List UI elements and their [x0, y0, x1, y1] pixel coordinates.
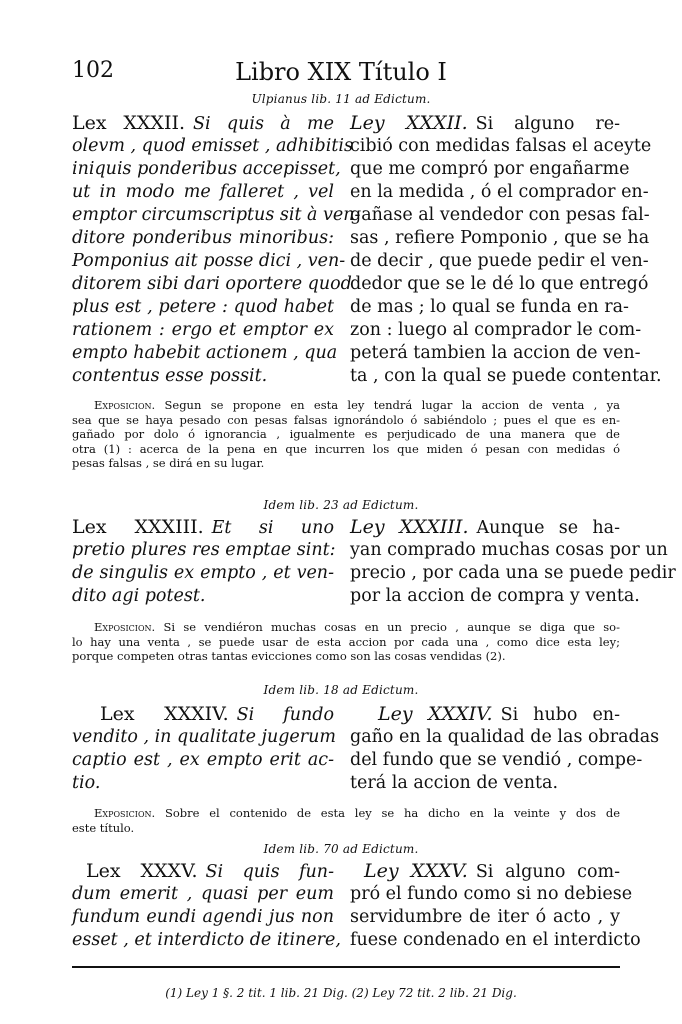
- exposicion-line: Si se vendiéron muchas cosas en un precio , aunque se diga que so-: [163, 620, 620, 634]
- spanish-column: [350, 703, 660, 795]
- latin-line: Si quis fun-: [205, 862, 334, 882]
- page-number: 102: [72, 58, 114, 83]
- spanish-line: ta , con la qual se puede contentar.: [350, 366, 662, 386]
- law-row: [72, 703, 660, 795]
- spanish-line: zon : luego al comprador le com-: [350, 320, 642, 340]
- spanish-law-heading: Ley XXXV.: [364, 860, 468, 882]
- exposicion-line: otra (1) : acerca de la pena en que incurren los que miden ó pesan con medidas ó: [72, 441, 620, 456]
- spanish-line: Si alguno re-: [475, 114, 620, 134]
- source-citation: Idem lib. 18 ad Edictum.: [263, 683, 419, 697]
- exposicion-line: este título.: [72, 820, 135, 835]
- latin-column: [72, 112, 361, 388]
- latin-line: Si fundo: [236, 705, 335, 725]
- latin-line: captio est , ex empto erit ac-: [72, 750, 334, 770]
- spanish-line: precio , por cada una se puede pedir: [350, 563, 676, 583]
- law-row: [72, 516, 676, 608]
- footnote-rule: [72, 966, 620, 968]
- latin-column: [72, 860, 341, 952]
- latin-line: ut in modo me falleret , vel: [72, 182, 334, 202]
- spanish-line: dedor que se le dé lo que entregó: [350, 274, 649, 294]
- exposicion-line: Sobre el contenido de esta ley se ha dicho en la veinte y dos de: [164, 806, 621, 820]
- latin-line: ditore ponderibus minoribus:: [72, 228, 334, 248]
- exposicion-commentary: [72, 806, 620, 835]
- latin-line: pretio plures res emptae sint:: [72, 540, 336, 560]
- exposicion-label: Exposicion.: [94, 806, 156, 820]
- latin-line: de singulis ex empto , et ven-: [72, 563, 334, 583]
- exposicion-line: porque competen otras tantas evicciones como son las cosas vendidas (2).: [72, 649, 506, 663]
- latin-line: iniquis ponderibus accepisset,: [72, 159, 341, 179]
- spanish-column: [350, 516, 676, 608]
- latin-line: emptor circumscriptus sit à ven-: [72, 205, 361, 225]
- latin-law-heading: Lex XXXII.: [72, 112, 186, 134]
- source-citation: Idem lib. 70 ad Edictum.: [263, 842, 419, 856]
- latin-line: contentus esse possit.: [72, 366, 268, 386]
- spanish-line: servidumbre de iter ó acto , y: [350, 907, 620, 927]
- latin-line: dum emerit , quasi per eum: [72, 884, 334, 904]
- source-citation: Idem lib. 23 ad Edictum.: [263, 498, 419, 512]
- latin-line: vendito , in qualitate jugerum: [72, 727, 337, 747]
- latin-line: tio.: [72, 773, 101, 793]
- latin-law-heading: Lex XXXIII.: [72, 516, 204, 538]
- spanish-line: Si hubo en-: [500, 705, 620, 725]
- latin-column: [72, 703, 337, 795]
- spanish-line: de mas ; lo qual se funda en ra-: [350, 297, 629, 317]
- exposicion-line: gañado por dolo ó ignorancia , igualmente es perjudicado de una manera que de: [72, 427, 620, 441]
- latin-line: plus est , petere : quod habet: [72, 297, 334, 317]
- latin-line: olevm , quod emisset , adhibitis: [72, 136, 353, 156]
- spanish-line: del fundo que se vendió , compe-: [350, 750, 643, 770]
- latin-law-heading: Lex XXXV.: [86, 860, 198, 882]
- exposicion-commentary: [72, 398, 620, 471]
- spanish-line: en la medida , ó el comprador en-: [350, 182, 649, 202]
- exposicion-line: sea que se haya pesado con pesas falsas ignorándolo ó sabiéndolo ; pues el que es en-: [72, 412, 620, 427]
- latin-line: ditorem sibi dari oportere quod: [72, 274, 352, 294]
- spanish-line: fuese condenado en el interdicto: [350, 930, 641, 950]
- latin-column: [72, 516, 334, 608]
- exposicion-line: Segun se propone en esta ley tendrá lugar la accion de venta , ya: [164, 398, 620, 412]
- exposicion-label: Exposicion.: [94, 620, 156, 634]
- spanish-line: yan comprado muchas cosas por un: [350, 540, 668, 560]
- latin-line: fundum eundi agendi jus non: [72, 907, 334, 927]
- law-row: [72, 860, 641, 952]
- latin-line: Pomponius ait posse dici , ven-: [72, 251, 346, 271]
- spanish-law-heading: Ley XXXIV.: [378, 703, 493, 725]
- latin-line: dito agi potest.: [72, 586, 206, 606]
- source-citation: Ulpianus lib. 11 ad Edictum.: [251, 92, 431, 106]
- spanish-column: [350, 860, 641, 952]
- spanish-line: peterá tambien la accion de ven-: [350, 343, 641, 363]
- spanish-line: sas , refiere Pomponio , que se ha: [350, 228, 650, 248]
- running-title: Libro XIX Título I: [235, 58, 447, 86]
- latin-line: Et si uno: [211, 518, 334, 538]
- spanish-line: Si alguno com-: [475, 862, 620, 882]
- law-row: [72, 112, 662, 388]
- spanish-line: cibió con medidas falsas el aceyte: [350, 136, 652, 156]
- latin-line: esset , et interdicto de itinere,: [72, 930, 341, 950]
- latin-line: empto habebit actionem , qua: [72, 343, 338, 363]
- spanish-line: pró el fundo como si no debiese: [350, 884, 633, 904]
- spanish-column: [350, 112, 662, 388]
- latin-line: rationem : ergo et emptor ex: [72, 320, 334, 340]
- spanish-line: de decir , que puede pedir el ven-: [350, 251, 649, 271]
- exposicion-line: pesas falsas , se dirá en su lugar.: [72, 456, 265, 470]
- spanish-line: gaño en la qualidad de las obradas: [350, 727, 660, 747]
- spanish-line: Aunque se ha-: [476, 518, 620, 538]
- latin-law-heading: Lex XXXIV.: [100, 703, 229, 725]
- exposicion-commentary: [72, 620, 620, 664]
- exposicion-label: Exposicion.: [94, 398, 156, 412]
- footnotes: (1) Ley 1 §. 2 tit. 1 lib. 21 Dig. (2) Ley 72 tit. 2 lib. 21 Dig.: [165, 986, 517, 1000]
- spanish-line: por la accion de compra y venta.: [350, 586, 640, 606]
- spanish-line: terá la accion de venta.: [350, 773, 559, 793]
- spanish-line: que me compró por engañarme: [350, 159, 630, 179]
- exposicion-line: lo hay una venta , se puede usar de esta accion por cada una , como dice esta ley;: [72, 634, 620, 649]
- spanish-law-heading: Ley XXXIII.: [350, 516, 469, 538]
- latin-line: Si quis à me: [193, 114, 334, 134]
- spanish-law-heading: Ley XXXII.: [350, 112, 468, 134]
- spanish-line: gañase al vendedor con pesas fal-: [350, 205, 650, 225]
